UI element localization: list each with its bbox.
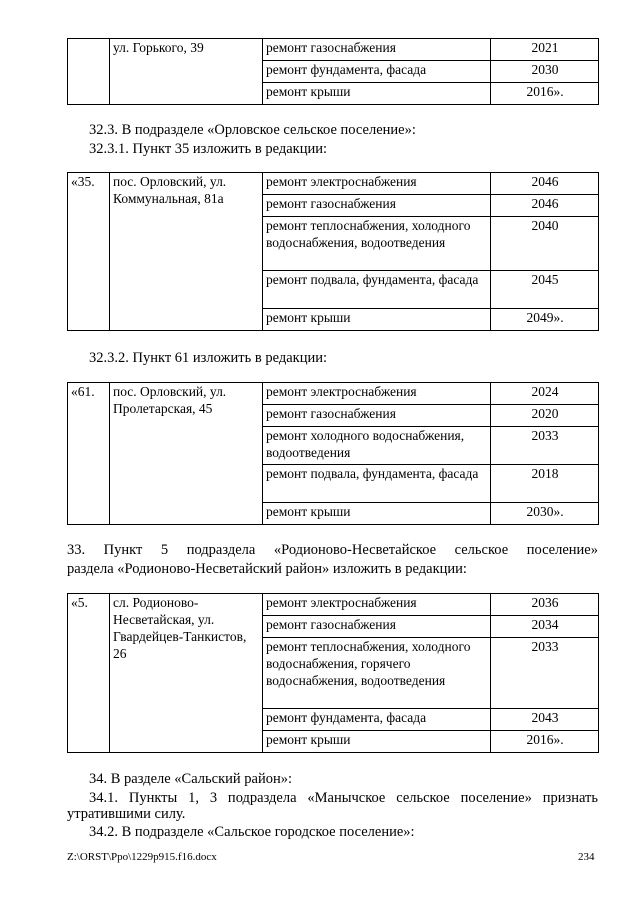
item-address: пос. Орловский, ул. Пролетарская, 45 (110, 383, 263, 525)
year-cell: 2024 (491, 383, 599, 405)
year-cell: 2034 (491, 616, 599, 638)
year-cell: 2040 (491, 217, 599, 271)
work-cell: ремонт крыши (263, 309, 491, 331)
work-cell: ремонт газоснабжения (263, 405, 491, 427)
item-address: пос. Орловский, ул. Коммунальная, 81а (110, 173, 263, 331)
paragraph-34-1-line-1: 34.1. Пункты 1, 3 подраздела «Манычское сельское поселение» признать (89, 790, 598, 806)
paragraph-32-3-1: 32.3.1. Пункт 35 изложить в редакции: (89, 141, 328, 157)
table-item-35 (67, 172, 599, 331)
table-row (68, 594, 599, 616)
paragraph-34: 34. В разделе «Сальский район»: (89, 771, 292, 787)
year-cell: 2033 (491, 427, 599, 465)
item-number: «5. (68, 594, 110, 753)
item-number: «35. (68, 173, 110, 331)
year-cell: 2033 (491, 638, 599, 709)
year-cell: 2036 (491, 594, 599, 616)
year-cell: 2016». (491, 731, 599, 753)
work-cell: ремонт электроснабжения (263, 173, 491, 195)
work-cell: ремонт холодного водоснабжения, водоотведения (263, 427, 491, 465)
row-number (68, 39, 110, 105)
table-item-61 (67, 382, 599, 525)
year-cell: 2046 (491, 173, 599, 195)
paragraph-33-line-1: 33. Пункт 5 подраздела «Родионово-Несветайское сельское поселение» (67, 542, 598, 558)
work-cell: ремонт электроснабжения (263, 383, 491, 405)
work-cell: ремонт фундамента, фасада (263, 709, 491, 731)
paragraph-34-2: 34.2. В подразделе «Сальское городское поселение»: (89, 824, 415, 840)
work-cell: ремонт теплоснабжения, холодного водоснабжения, горячего водоснабжения, водоотведения (263, 638, 491, 709)
work-cell: ремонт фундамента, фасада (263, 61, 491, 83)
paragraph-32-3: 32.3. В подразделе «Орловское сельское поселение»: (89, 122, 416, 138)
footer-page-number: 234 (578, 851, 595, 863)
table-item-5 (67, 593, 599, 753)
year-cell: 2018 (491, 465, 599, 503)
work-cell: ремонт крыши (263, 83, 491, 105)
footer-file-path: Z:\ORST\Ppo\1229p915.f16.docx (67, 851, 217, 863)
year-cell: 2016». (491, 83, 599, 105)
year-cell: 2020 (491, 405, 599, 427)
item-number: «61. (68, 383, 110, 525)
work-cell: ремонт газоснабжения (263, 39, 491, 61)
year-cell: 2030». (491, 503, 599, 525)
work-cell: ремонт крыши (263, 503, 491, 525)
paragraph-34-1-line-2: утратившими силу. (67, 806, 186, 822)
paragraph-32-3-2: 32.3.2. Пункт 61 изложить в редакции: (89, 350, 328, 366)
work-cell: ремонт крыши (263, 731, 491, 753)
year-cell: 2043 (491, 709, 599, 731)
row-address: ул. Горького, 39 (110, 39, 263, 105)
item-address: сл. Родионово-Несветайская, ул. Гвардейцев-Танкистов, 26 (110, 594, 263, 753)
year-cell: 2049». (491, 309, 599, 331)
year-cell: 2030 (491, 61, 599, 83)
year-cell: 2021 (491, 39, 599, 61)
work-cell: ремонт электроснабжения (263, 594, 491, 616)
work-cell: ремонт подвала, фундамента, фасада (263, 465, 491, 503)
work-cell: ремонт теплоснабжения, холодного водоснабжения, водоотведения (263, 217, 491, 271)
year-cell: 2046 (491, 195, 599, 217)
work-cell: ремонт подвала, фундамента, фасада (263, 271, 491, 309)
work-cell: ремонт газоснабжения (263, 616, 491, 638)
year-cell: 2045 (491, 271, 599, 309)
table-top (67, 38, 599, 105)
table-row (68, 383, 599, 405)
table-row (68, 39, 599, 61)
work-cell: ремонт газоснабжения (263, 195, 491, 217)
paragraph-33-line-2: раздела «Родионово-Несветайский район» изложить в редакции: (67, 561, 467, 577)
table-row (68, 173, 599, 195)
